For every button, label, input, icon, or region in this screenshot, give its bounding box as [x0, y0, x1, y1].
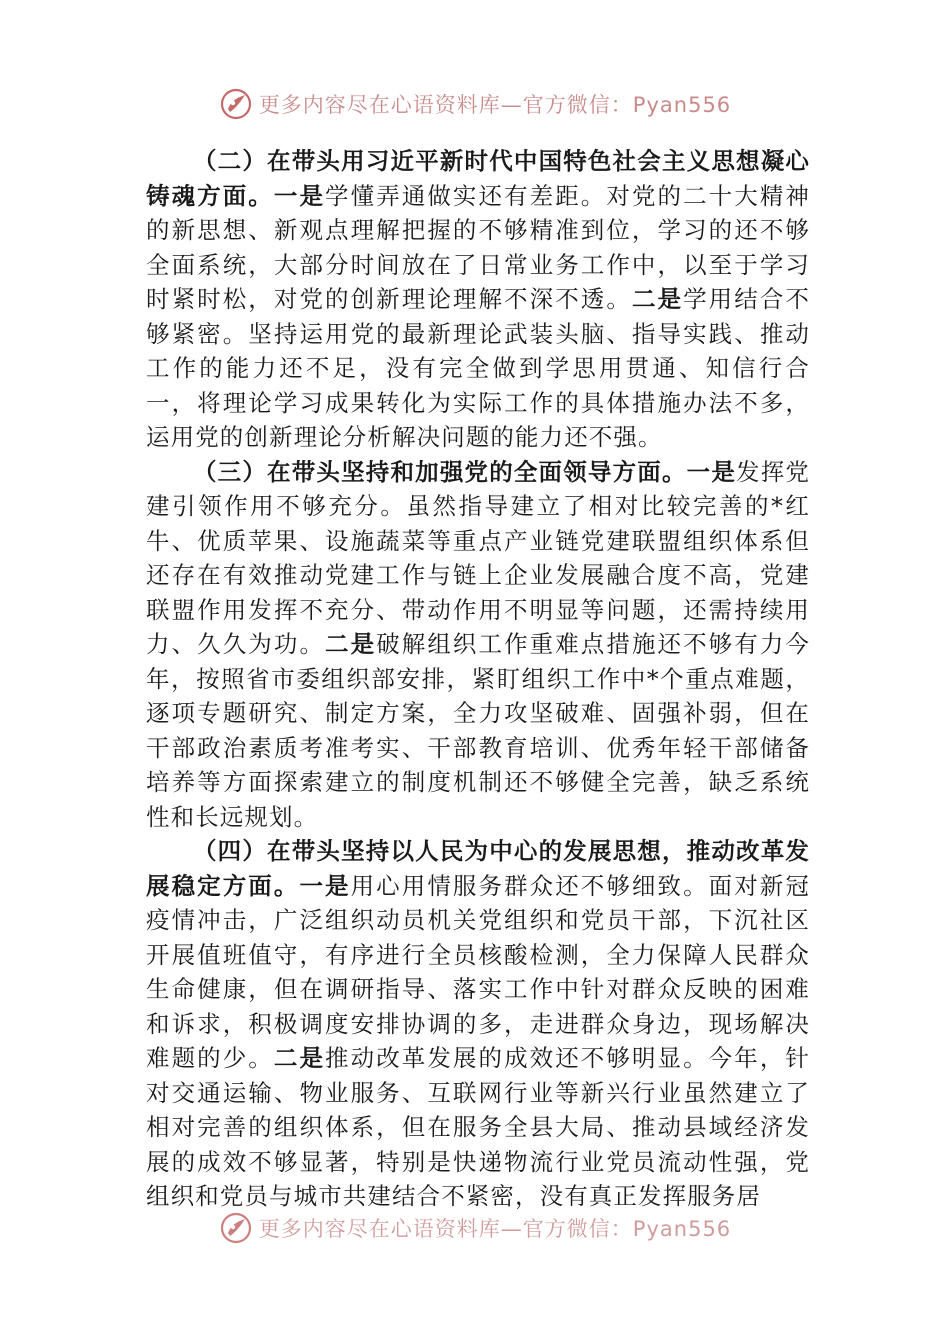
bold-text-segment: 二是: [273, 1044, 326, 1072]
watermark-text: 更多内容尽在心语资料库—官方微信：Pyan556: [258, 93, 732, 117]
bold-text-segment: 一是: [273, 181, 326, 210]
bold-text-segment: 一是: [299, 871, 351, 900]
text-segment: 破解组织工作重难点措施还不够有力今年，按照省市委组织部安排，紧盯组织工作中*个重点难题，逐项专题研究、制定方案，全力攻坚破难、固强补弱，但在干部政治素质考准考实、干部教育培训、优秀年轻干部储备培养等方面探索建立的制度机制还不够健全完善，缺乏系统性和长远规划。: [146, 630, 810, 831]
paragraph: [146, 834, 810, 1214]
bold-text-segment: （三）在带头坚持和加强党的全面领导方面。: [193, 457, 687, 486]
bold-text-segment: 二是: [631, 285, 684, 313]
watermark-footer: [0, 1208, 950, 1248]
text-segment: 学懂弄通做实还有差距。对党的二十大精神的新思想、新观点理解把握的不够精准到位，学习的还不够全面系统，大部分时间放在了日常业务工作中，以至于学习时紧时松，对党的创新理论理解不深不透。: [146, 181, 811, 313]
paragraph: [146, 455, 810, 835]
logo-icon: [219, 1211, 253, 1245]
text-segment: 推动改革发展的成效还不够明显。今年，针对交通运输、物业服务、互联网行业等新兴行业虽然建立了相对完善的组织体系，但在服务全县大局、推动县域经济发展的成效不够显著，特别是快递物流行业党员流动性强，党组织和党员与城市共建结合不紧密，没有真正发挥服务居: [146, 1044, 811, 1210]
watermark-header: [0, 84, 950, 124]
bold-text-segment: 二是: [325, 630, 377, 658]
paragraph: [146, 144, 810, 455]
document-body: [146, 144, 810, 1214]
bold-text-segment: （四）在带头坚持以人民为中心的发展思想，推动改革发展稳定方面。: [146, 837, 810, 900]
bold-text-segment: 一是: [686, 457, 737, 486]
text-segment: 学用结合不够紧密。坚持运用党的最新理论武装头脑、指导实践、推动工作的能力还不足，没有完全做到学思用贯通、知信行合一，将理论学习成果转化为实际工作的具体措施办法不多，运用党的创新理论分析解决问题的能力还不强。: [146, 285, 810, 451]
logo-icon: [219, 87, 253, 121]
text-segment: 用心用情服务群众还不够细致。面对新冠疫情冲击，广泛组织动员机关党组织和党员干部，下沉社区开展值班值守，有序进行全员核酸检测，全力保障人民群众生命健康，但在调研指导、落实工作中针对群众反映的困难和诉求，积极调度安排协调的多，走进群众身边，现场解决难题的少。: [146, 871, 810, 1072]
watermark-text: 更多内容尽在心语资料库—官方微信：Pyan556: [258, 1217, 732, 1241]
bold-text-segment: （二）在带头用习近平新时代中国特色社会主义思想凝心铸魂方面。: [146, 147, 810, 210]
text-segment: 发挥党建引领作用不够充分。虽然指导建立了相对比较完善的*红牛、优质苹果、设施蔬菜等重点产业链党建联盟组织体系但还存在有效推动党建工作与链上企业发展融合度不高，党建联盟作用发挥不充分、带动作用不明显等问题，还需持续用力、久久为功。: [146, 457, 810, 658]
